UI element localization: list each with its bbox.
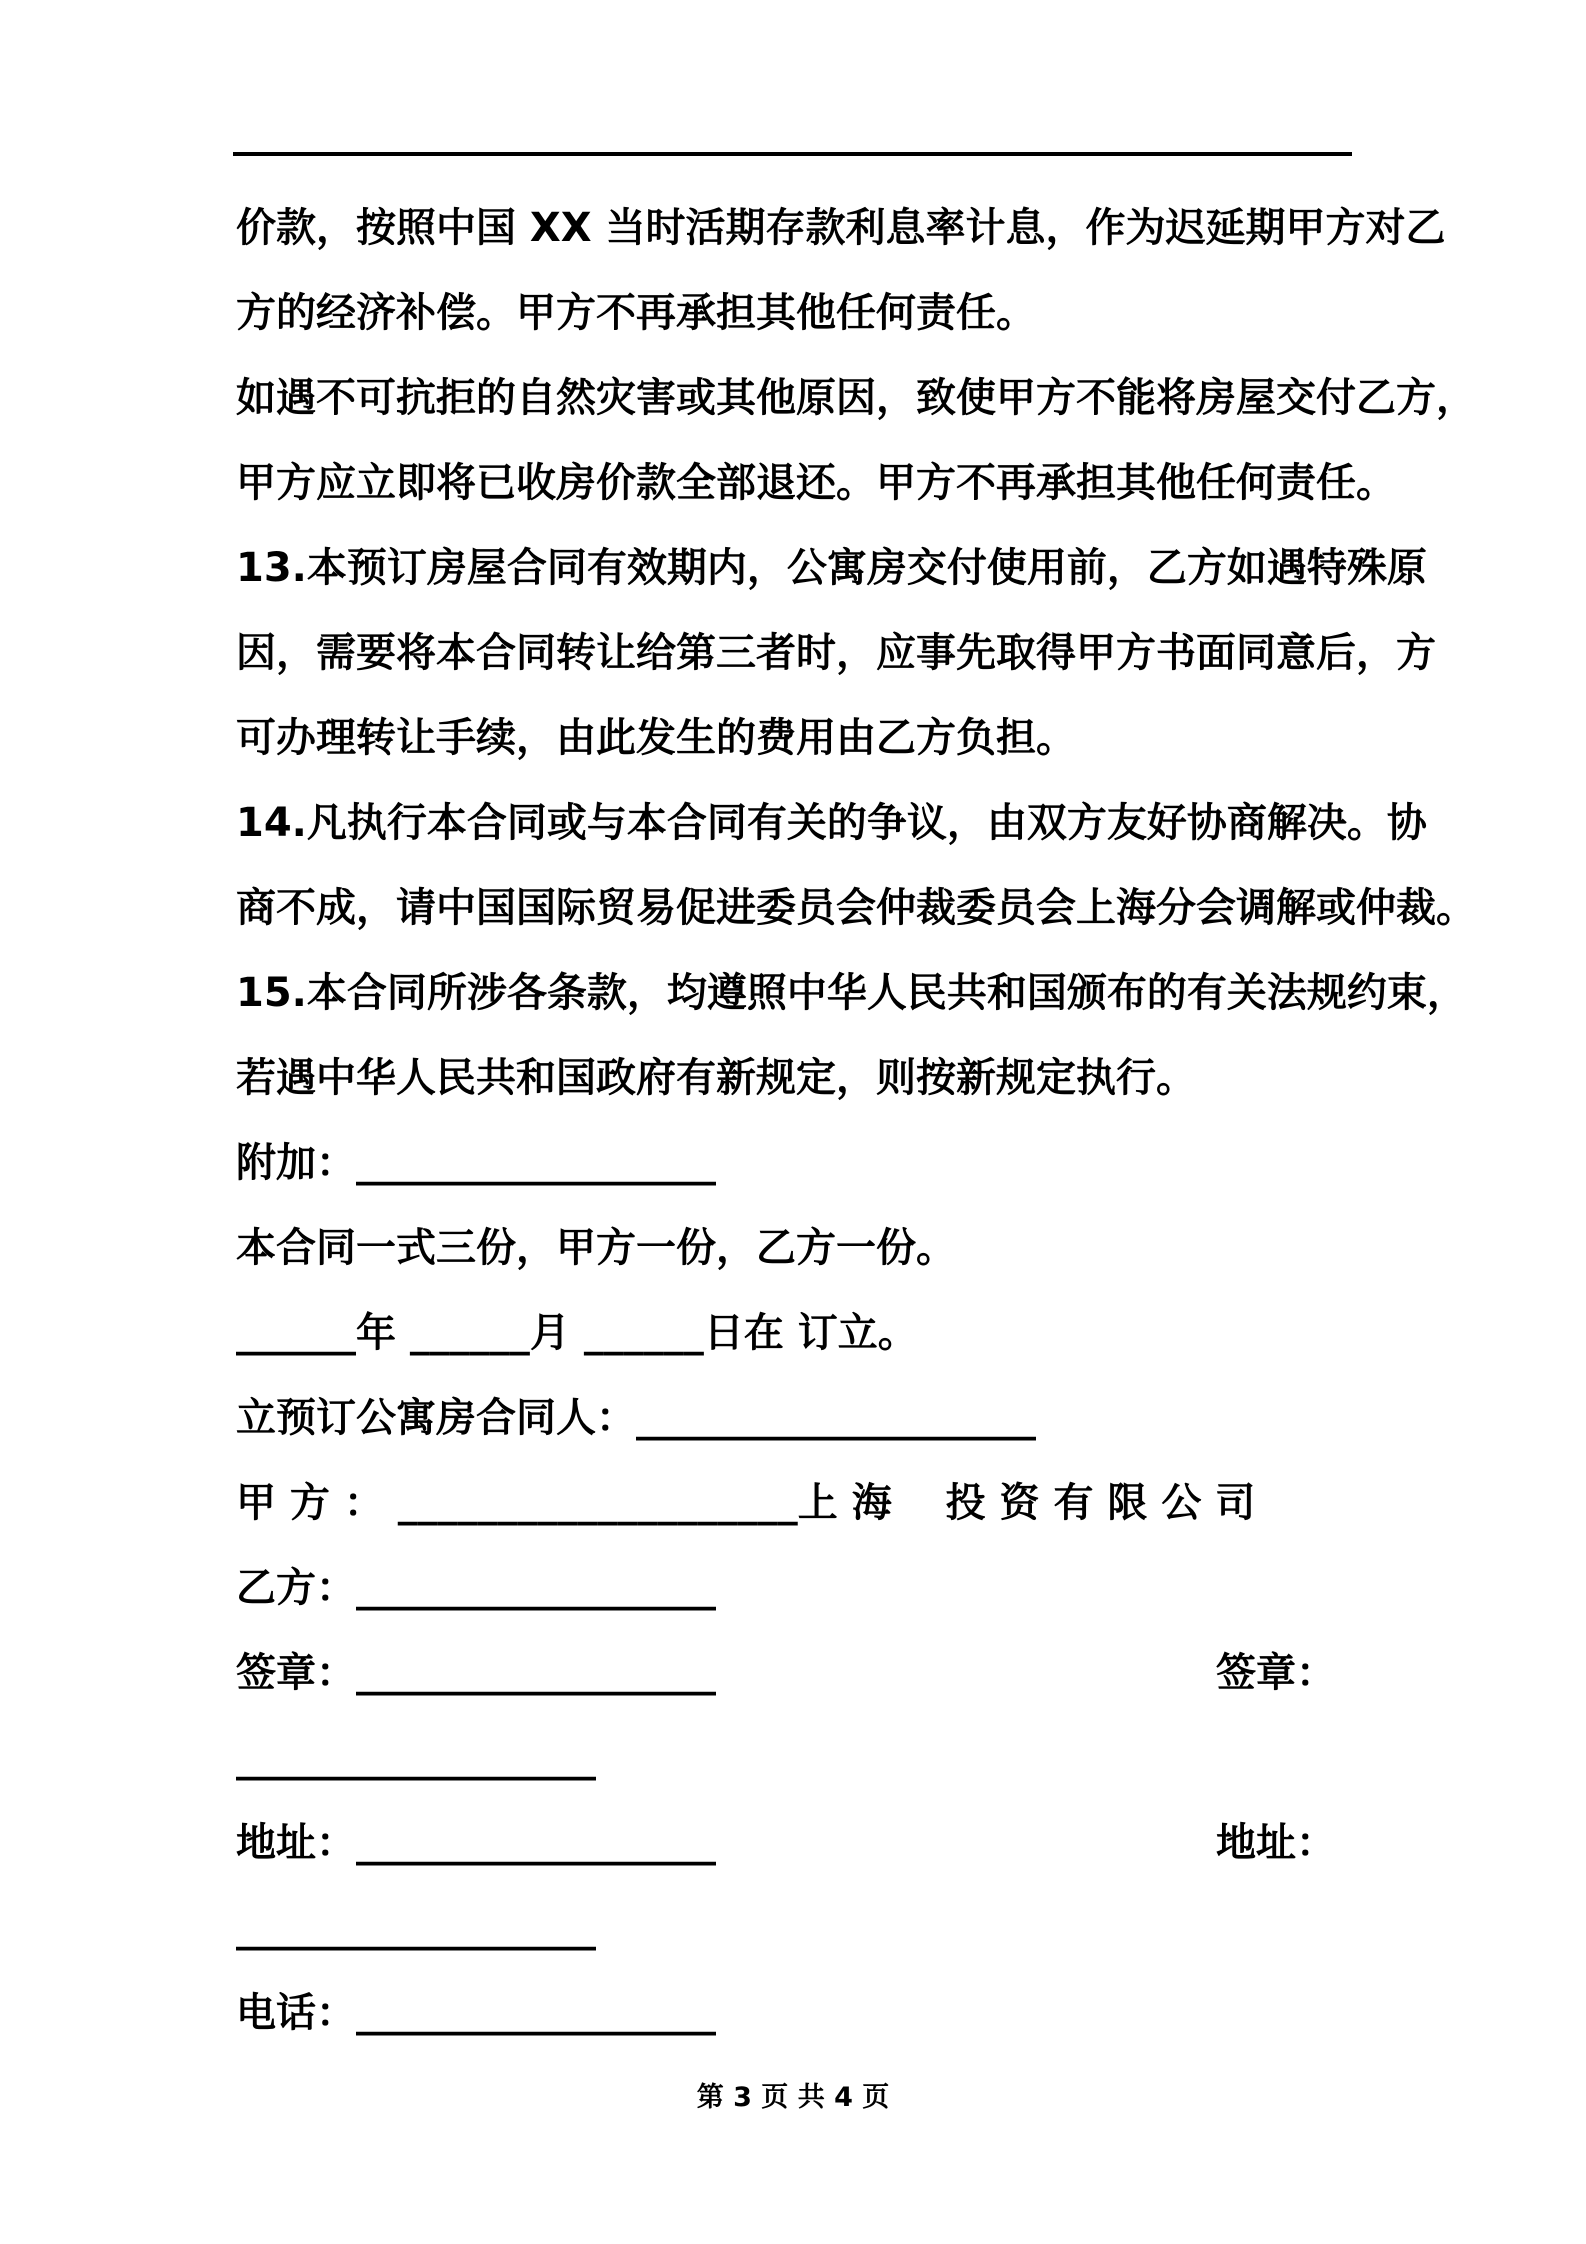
date-blank-line xyxy=(236,1291,1354,1376)
line-text: 乙方：__________________ xyxy=(236,1565,716,1611)
line-text: 立预订公寓房合同人：____________________ xyxy=(236,1395,1036,1441)
line-text: 电话：__________________ xyxy=(236,1990,716,2036)
line-text: 若遇中华人民共和国政府有新规定，则按新规定执行。 xyxy=(236,1055,1196,1101)
paragraph-line xyxy=(236,866,1476,951)
address-line xyxy=(236,1801,1354,1886)
line-text: 13.本预订房屋合同有效期内，公寓房交付使用前，乙方如遇特殊原 xyxy=(236,545,1427,591)
line-text: 14.凡执行本合同或与本合同有关的争议，由双方友好协商解决。协 xyxy=(236,800,1427,846)
page-number-text: 第 3 页 共 4 页 xyxy=(696,2082,890,2113)
paragraph-line xyxy=(236,526,1427,611)
paragraph-line xyxy=(236,1206,1354,1291)
line-text: ______年 ______月 ______日在 订立。 xyxy=(236,1310,918,1356)
line-text: 商不成，请中国国际贸易促进委员会仲裁委员会上海分会调解或仲裁。 xyxy=(236,885,1476,931)
paragraph-line xyxy=(236,611,1436,696)
line-text: __________________ xyxy=(236,1905,596,1951)
paragraph-line xyxy=(236,356,1476,441)
line-text: 甲 方 ： ____________________上 海 投 资 有 限 公 司 xyxy=(236,1480,1256,1526)
paragraph-line xyxy=(236,1036,1354,1121)
line-text: 因，需要将本合同转让给第三者时，应事先取得甲方书面同意后，方 xyxy=(236,630,1436,676)
blank-fill-line xyxy=(236,1716,1354,1801)
phone-line xyxy=(236,1971,1354,2056)
page-footer xyxy=(0,2078,1586,2118)
paragraph-line xyxy=(236,781,1427,866)
party-b-line xyxy=(236,1546,1354,1631)
line-text: 方的经济补偿。甲方不再承担其他任何责任。 xyxy=(236,290,1036,336)
signature-label-right: 签章： xyxy=(1216,1650,1336,1696)
party-a-line xyxy=(236,1461,1354,1546)
paragraph-line xyxy=(236,696,1354,781)
line-text: 可办理转让手续，由此发生的费用由乙方负担。 xyxy=(236,715,1076,761)
paragraph-line xyxy=(236,441,1396,526)
signature-label-left: 签章：__________________ xyxy=(236,1650,716,1696)
header-divider xyxy=(233,152,1352,156)
contract-body xyxy=(236,186,1476,2056)
signature-line xyxy=(236,1631,1354,1716)
line-text: 15.本合同所涉各条款，均遵照中华人民共和国颁布的有关法规约束， xyxy=(236,970,1467,1016)
contract-parties-line xyxy=(236,1376,1354,1461)
line-text: __________________ xyxy=(236,1735,596,1781)
blank-fill-line xyxy=(236,1886,1354,1971)
line-text: 本合同一式三份，甲方一份，乙方一份。 xyxy=(236,1225,956,1271)
paragraph-line xyxy=(236,951,1467,1036)
line-text: 附加：__________________ xyxy=(236,1140,716,1186)
line-text: 价款，按照中国 XX 当时活期存款利息率计息，作为迟延期甲方对乙 xyxy=(236,205,1446,251)
paragraph-line xyxy=(236,271,1354,356)
line-text: 如遇不可抗拒的自然灾害或其他原因，致使甲方不能将房屋交付乙方， xyxy=(236,375,1476,421)
line-text: 甲方应立即将已收房价款全部退还。甲方不再承担其他任何责任。 xyxy=(236,460,1396,506)
addendum-line xyxy=(236,1121,1354,1206)
address-label-right: 地址： xyxy=(1216,1820,1336,1866)
address-label-left: 地址：__________________ xyxy=(236,1820,716,1866)
paragraph-line xyxy=(236,186,1446,271)
